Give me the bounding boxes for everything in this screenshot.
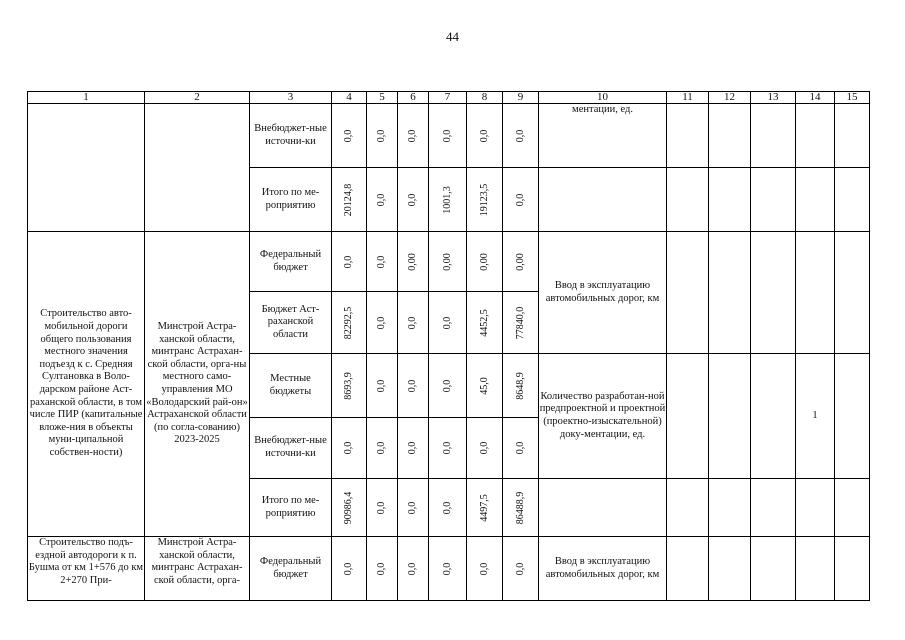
value-cell: 0,0 <box>467 418 503 479</box>
measure-name: Строительство авто-мобильной дороги общего пользования местного значения подъезд к с. Средняя Султановка в Воло-дарском районе Аст-раханской области, в том числе ПИР (капитальные вложе-ния в объекты муни-ципальной собствен-ности) <box>28 232 145 537</box>
funding-source: Итого по ме-роприятию <box>250 168 332 232</box>
value-cell: 0,0 <box>429 354 467 418</box>
funding-source: Бюджет Аст-раханской области <box>250 292 332 354</box>
cell <box>751 537 796 601</box>
cell <box>539 479 667 537</box>
value-cell: 1001,3 <box>429 168 467 232</box>
cell <box>709 479 751 537</box>
value-cell: 0,0 <box>429 479 467 537</box>
cell <box>709 232 751 354</box>
cell <box>796 232 835 354</box>
value-cell: 0,0 <box>503 104 539 168</box>
value-cell: 0,0 <box>367 232 398 292</box>
header-cell: 12 <box>709 92 751 104</box>
value-cell: 0,0 <box>398 104 429 168</box>
value-cell: 0,0 <box>467 104 503 168</box>
value-cell: 0,0 <box>398 168 429 232</box>
header-cell: 11 <box>667 92 709 104</box>
value-cell: 0,0 <box>429 537 467 601</box>
measure-name: Строительство подъ-ездной автодороги к п. Бушма от км 1+576 до км 2+270 При- <box>28 537 145 601</box>
cell <box>145 104 250 232</box>
cell <box>667 354 709 479</box>
value-cell: 0,0 <box>503 418 539 479</box>
cell <box>667 537 709 601</box>
cell <box>751 354 796 479</box>
cell <box>835 354 870 479</box>
cell <box>835 232 870 354</box>
value-cell: 0,0 <box>332 418 367 479</box>
page-number: 44 <box>446 29 459 44</box>
header-cell: 8 <box>467 92 503 104</box>
responsible-executor: Минстрой Астра-ханской области, минтранс Астрахан-ской области, орга-ны местного само-управления МО «Володарский рай-он» Астраханской области (по согла-сованию) 2023-2025 <box>145 232 250 537</box>
cell <box>796 104 835 168</box>
indicator-name: Количество разработан-ной предпроектной и проектной (проектно-изыскательной) доку-ментации, ед. <box>539 354 667 479</box>
header-cell: 1 <box>28 92 145 104</box>
cell <box>796 479 835 537</box>
cell <box>835 479 870 537</box>
value-cell: 4497,5 <box>467 479 503 537</box>
cell <box>796 537 835 601</box>
value-cell: 20124,8 <box>332 168 367 232</box>
indicator-name: Ввод в эксплуатацию автомобильных дорог, км <box>539 537 667 601</box>
target-value: 1 <box>796 354 835 479</box>
value-cell: 0,0 <box>503 537 539 601</box>
value-cell: 19123,5 <box>467 168 503 232</box>
value-cell: 0,0 <box>367 354 398 418</box>
header-cell: 7 <box>429 92 467 104</box>
cell <box>709 168 751 232</box>
header-cell: 13 <box>751 92 796 104</box>
cell <box>751 168 796 232</box>
value-cell: 8648,9 <box>503 354 539 418</box>
value-cell: 0,0 <box>398 354 429 418</box>
value-cell: 0,0 <box>367 104 398 168</box>
cell <box>835 168 870 232</box>
value-cell: 0,0 <box>367 292 398 354</box>
header-cell: 15 <box>835 92 870 104</box>
value-cell: 0,0 <box>367 418 398 479</box>
funding-source: Внебюджет-ные источни-ки <box>250 418 332 479</box>
table-row <box>28 232 870 292</box>
table-row <box>28 104 870 168</box>
cell <box>667 232 709 354</box>
cell <box>835 537 870 601</box>
value-cell: 0,0 <box>398 479 429 537</box>
cell <box>751 479 796 537</box>
header-cell: 5 <box>367 92 398 104</box>
header-cell: 2 <box>145 92 250 104</box>
value-cell: 0,0 <box>332 537 367 601</box>
value-cell: 0,0 <box>429 292 467 354</box>
header-cell: 3 <box>250 92 332 104</box>
value-cell: 0,00 <box>503 232 539 292</box>
value-cell: 0,00 <box>467 232 503 292</box>
funding-source: Внебюджет-ные источни-ки <box>250 104 332 168</box>
funding-source: Итого по ме-роприятию <box>250 479 332 537</box>
cell <box>667 104 709 168</box>
table-row <box>28 537 870 601</box>
cell <box>709 537 751 601</box>
value-cell: 0,0 <box>429 104 467 168</box>
cell <box>539 168 667 232</box>
cell <box>667 479 709 537</box>
value-cell: 0,00 <box>429 232 467 292</box>
cell <box>709 354 751 479</box>
value-cell: 0,0 <box>429 418 467 479</box>
value-cell: 0,00 <box>398 232 429 292</box>
header-row <box>28 92 870 104</box>
funding-source: Федеральный бюджет <box>250 232 332 292</box>
indicator-name: Ввод в эксплуатацию автомобильных дорог, км <box>539 232 667 354</box>
funding-source: Местные бюджеты <box>250 354 332 418</box>
cell <box>709 104 751 168</box>
header-cell: 4 <box>332 92 367 104</box>
value-cell: 8693,9 <box>332 354 367 418</box>
value-cell: 0,0 <box>398 537 429 601</box>
cell <box>751 104 796 168</box>
funding-source: Федеральный бюджет <box>250 537 332 601</box>
value-cell: 86488,9 <box>503 479 539 537</box>
value-cell: 0,0 <box>398 292 429 354</box>
value-cell: 0,0 <box>367 537 398 601</box>
value-cell: 4452,5 <box>467 292 503 354</box>
value-cell: 0,0 <box>332 104 367 168</box>
value-cell: 90986,4 <box>332 479 367 537</box>
cell <box>28 104 145 232</box>
value-cell: 45,0 <box>467 354 503 418</box>
header-cell: 14 <box>796 92 835 104</box>
value-cell: 0,0 <box>467 537 503 601</box>
indicator-name: ментации, ед. <box>539 104 667 168</box>
value-cell: 0,0 <box>503 168 539 232</box>
cell <box>667 168 709 232</box>
cell <box>835 104 870 168</box>
value-cell: 82292,5 <box>332 292 367 354</box>
responsible-executor: Минстрой Астра-ханской области, минтранс Астрахан-ской области, орга- <box>145 537 250 601</box>
header-cell: 6 <box>398 92 429 104</box>
cell <box>751 232 796 354</box>
value-cell: 0,0 <box>332 232 367 292</box>
cell <box>796 168 835 232</box>
program-table <box>27 91 870 601</box>
value-cell: 77840,0 <box>503 292 539 354</box>
value-cell: 0,0 <box>367 479 398 537</box>
header-cell: 10 <box>539 92 667 104</box>
value-cell: 0,0 <box>367 168 398 232</box>
value-cell: 0,0 <box>398 418 429 479</box>
header-cell: 9 <box>503 92 539 104</box>
